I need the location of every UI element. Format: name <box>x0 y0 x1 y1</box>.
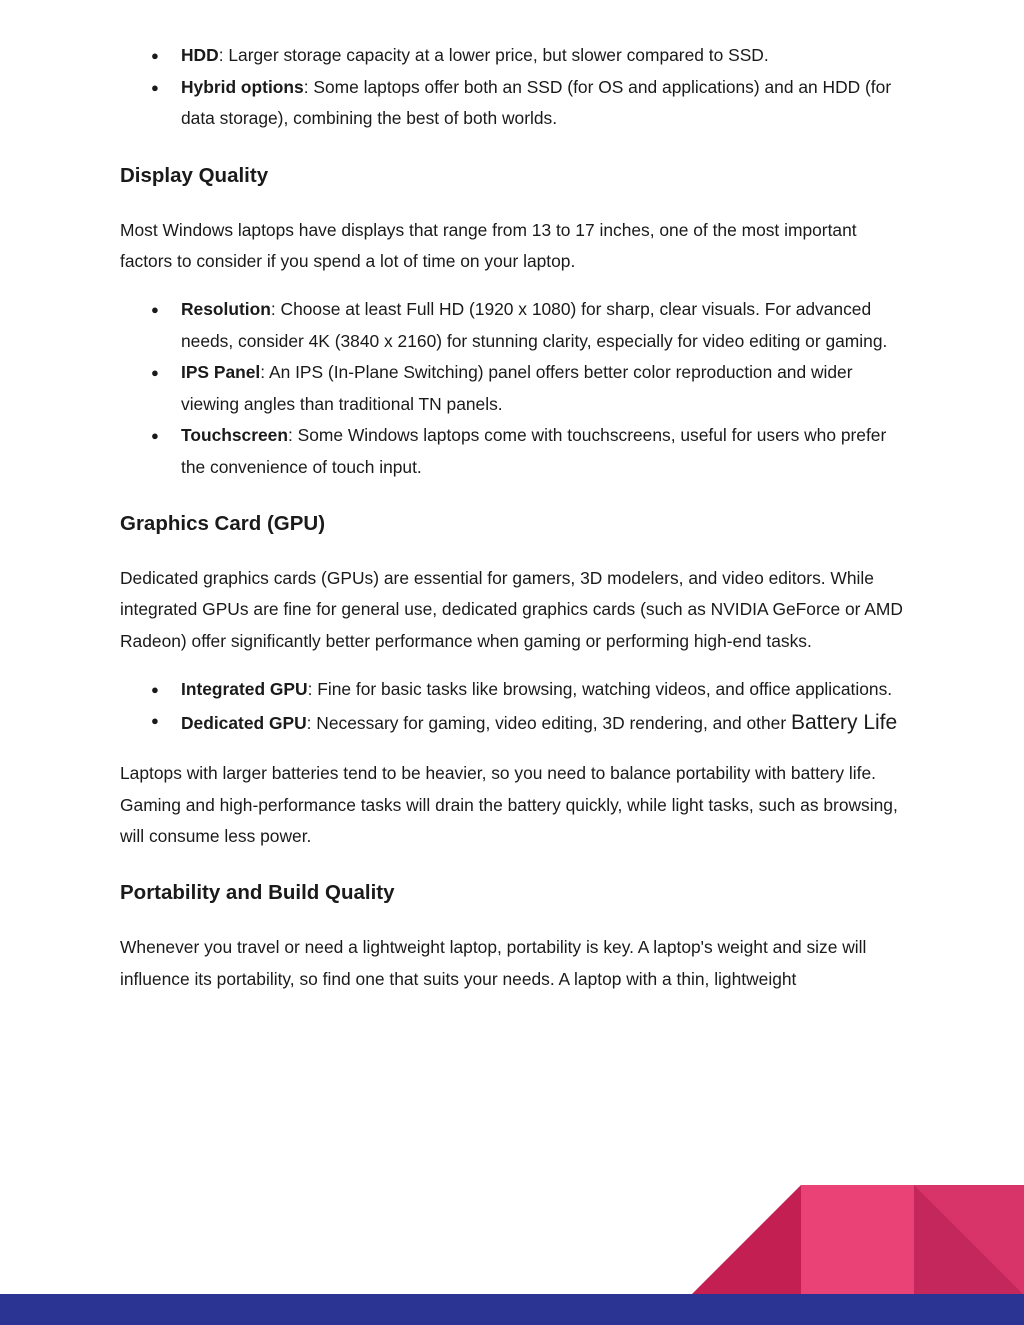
bullet-term: IPS Panel <box>181 362 261 383</box>
battery-life-inline-heading: Battery Life <box>790 711 898 735</box>
bullet-text: : Necessary for gaming, video editing, 3D rendering, and other <box>306 713 791 734</box>
bullet-text: : Some Windows laptops come with touchscreens, useful for users who prefer the convenience of touch input. <box>181 425 887 477</box>
bullet-term: Hybrid options <box>181 76 304 97</box>
deco-triangle-dark <box>692 1185 801 1294</box>
bullet-term: Dedicated GPU <box>181 713 307 734</box>
bullet-text: : Fine for basic tasks like browsing, watching videos, and office applications. <box>307 678 893 699</box>
bullet-term: Integrated GPU <box>181 678 308 699</box>
bullet-term: Resolution <box>181 299 271 320</box>
bullet-text: : An IPS (In-Plane Switching) panel offers better color reproduction and wider viewing angles than traditional TN panels. <box>181 362 853 414</box>
heading-graphics-card: Graphics Card (GPU) <box>120 512 326 536</box>
footer-bar <box>0 1294 1024 1325</box>
portability-intro: Whenever you travel or need a lightweight laptop, portability is key. A laptop's weight and size will influence its portability, so find one that suits your needs. A laptop with a thin, lightweight <box>120 937 867 989</box>
gpu-intro: Dedicated graphics cards (GPUs) are essential for gamers, 3D modelers, and video editors. While integrated GPUs are fine for general use, dedicated graphics cards (such as NVIDIA GeForce or AMD Radeon) offer significantly better performance when gaming or performing high-end tasks. <box>120 568 903 651</box>
bullet-text: : Some laptops offer both an SSD (for OS and applications) and an HDD (for data storage), combining the best of both worlds. <box>181 76 892 128</box>
bullet-text: : Choose at least Full HD (1920 x 1080) for sharp, clear visuals. For advanced needs, consider 4K (3840 x 2160) for stunning clarity, especially for video editing or gaming. <box>181 299 888 351</box>
bullet-text: : Larger storage capacity at a lower price, but slower compared to SSD. <box>218 45 769 65</box>
heading-portability: Portability and Build Quality <box>120 881 395 905</box>
battery-text: Laptops with larger batteries tend to be heavier, so you need to balance portability with battery life. Gaming and high-performance tasks will drain the battery quickly, while light tasks, such as browsing, will consume less power. <box>120 763 898 847</box>
bullet-term: HDD <box>181 45 219 65</box>
deco-block-mid <box>801 1185 914 1294</box>
display-intro: Most Windows laptops have displays that range from 13 to 17 inches, one of the most important factors to consider if you spend a lot of time on your laptop. <box>120 219 857 271</box>
bullet-term: Touchscreen <box>181 425 288 446</box>
heading-display-quality: Display Quality <box>120 163 269 187</box>
